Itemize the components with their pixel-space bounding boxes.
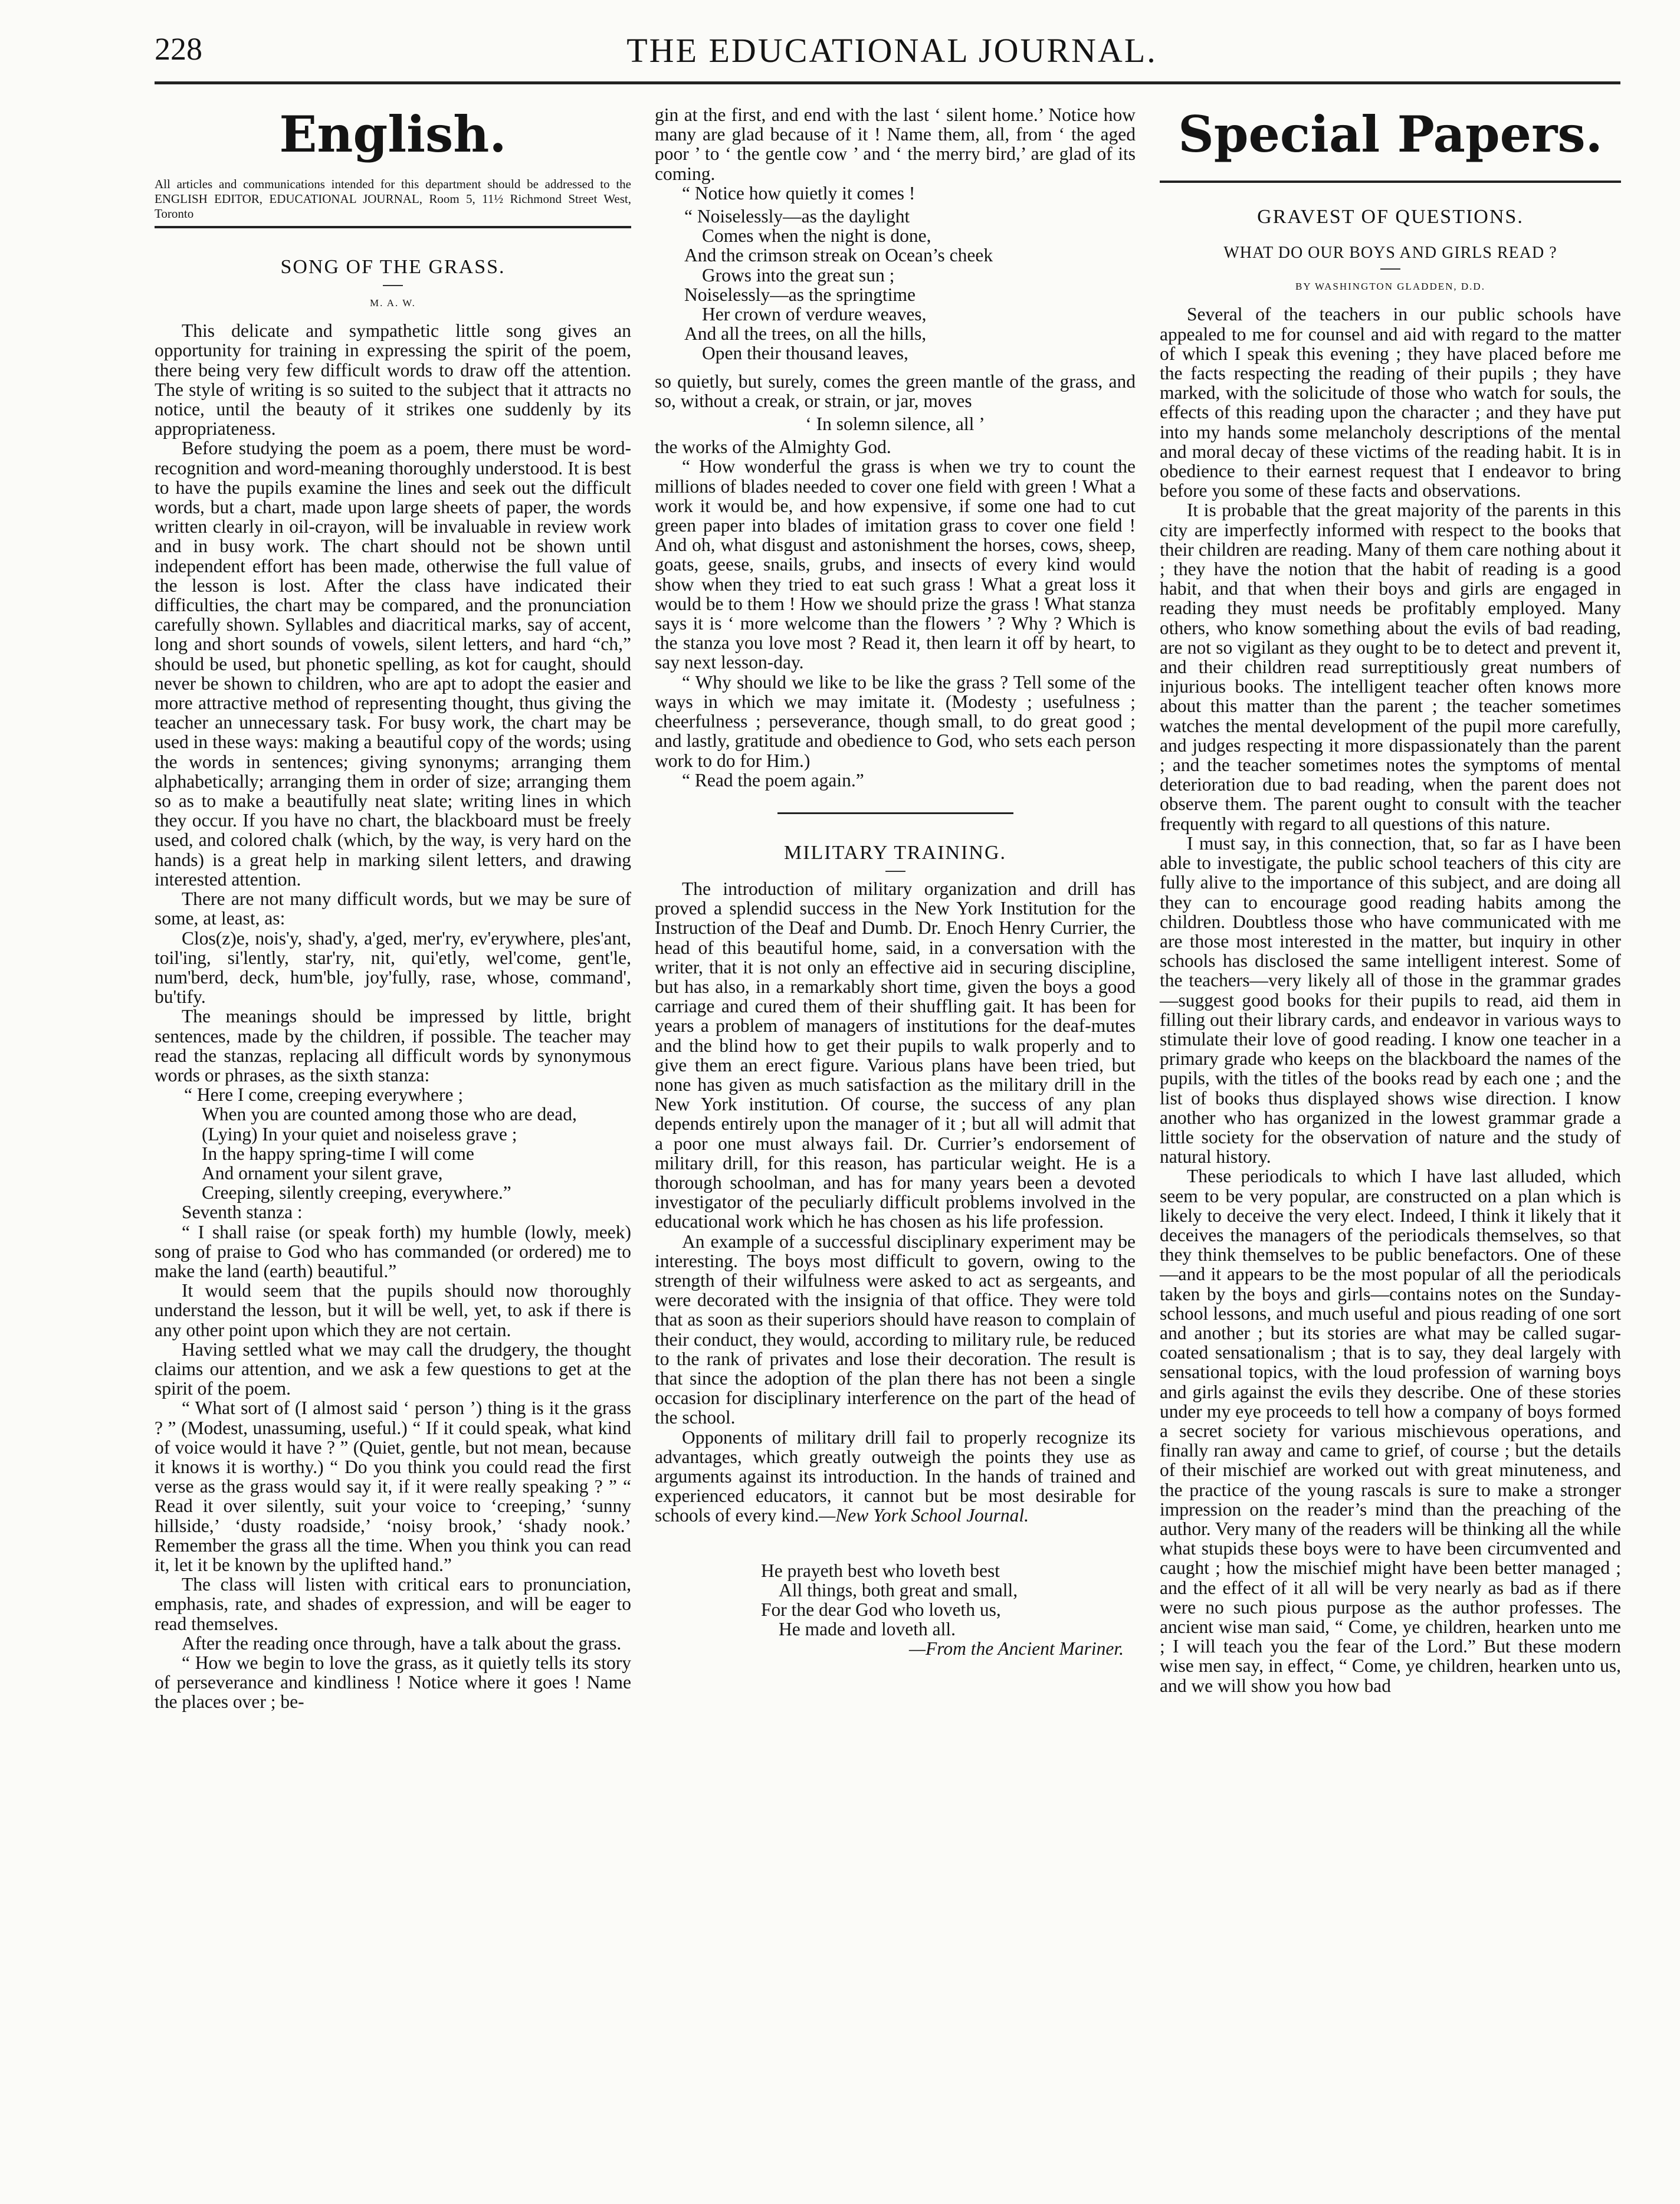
verse-line: Creeping, silently creeping, everywhere.” [202, 1182, 511, 1203]
page-number: 228 [155, 31, 202, 67]
journal-title: THE EDUCATIONAL JOURNAL. [626, 31, 1157, 70]
paragraph: “ How wonderful the grass is when we try to count the millions of blades needed to cover one field with green ! What a work it would be, and how expensive, if some one had to cut green paper into blades of imitation grass to cover one field ! And oh, what disgust and astonishment the horses, cows, sheep, goats, geese, snails, grubs, and insects of every kind would show when they tried to eat such grass ! What a great loss it would be to them ! How we should prize the grass ! What stanza says it is ‘ more welcome than the flowers ’ ? Why ? Which is the stanza you love most ? Read it, then learn it off by heart, to say next lesson-day. [655, 456, 1136, 673]
noiselessly-verse [655, 206, 1136, 363]
title-dash [383, 285, 403, 286]
paragraph: “ What sort of (I almost said ‘ person ’) thing is it the grass ? ” (Modest, unassuming, useful.) “ If it could speak, what kind of voice would it have ? ” (Quiet, gentle, but not mean, because it knows it is worthy.) “ Do you think you could read the first verse as the grass would say it, if it were really speaking ? ” “ Read it over silently, suit your voice to ‘creeping,’ ‘sunny hillside,’ ‘dusty roadside,’ ‘noisy brook,’ ‘shady nook.’ Remember the grass all the time. When you think you can read it, let it be known by the uplifted hand.” [155, 1398, 631, 1575]
paragraph: “ Read the poem again.” [682, 769, 864, 791]
header-rule [155, 81, 1620, 84]
page-header [155, 31, 1629, 78]
paragraph: “ How we begin to love the grass, as it quietly tells its story of perseverance and kindliness ! Notice where it goes ! Name the places over ; be- [155, 1652, 631, 1713]
title-dash [1380, 268, 1400, 270]
article-title: GRAVEST OF QUESTIONS. [1257, 206, 1524, 228]
paragraph: the works of the Almighty God. [655, 437, 891, 458]
poem-line: He prayeth best who loveth best [761, 1560, 1000, 1581]
english-heading: English. [279, 105, 507, 163]
closing-poem [655, 1561, 1136, 1659]
verse-line: In the happy spring-time I will come [202, 1143, 474, 1164]
paragraph-text: Opponents of military drill fail to properly recognize its advantages, which greatly outweigh the points they use as arguments against its introduction. In the hands of trained and experienced educators, it cannot but be most desirable for schools of every kind. [655, 1426, 1136, 1526]
verse-line: And all the trees, on all the hills, [684, 323, 927, 345]
paragraph: This delicate and sympathetic little song gives an opportunity for training in expressing the spirit of the poem, there being very few difficult words to draw off the attention. The style of writing is so suited to the subject that it attracts no notice, until the beauty of it strikes one suddenly by its appropriateness. [155, 320, 631, 440]
paragraph: Having settled what we may call the drudgery, the thought claims our attention, and we ask a few questions to get at the spirit of the poem. [155, 1339, 631, 1399]
paragraph [655, 1428, 1136, 1526]
paragraph: These periodicals to which I have last alluded, which seem to be very popular, are constructed on a plan which is likely to deceive the very elect. Indeed, I think it likely that it deceives the managers of the periodicals themselves, so that they think themselves to be public benefactors. One of these—and it appears to be the most popular of all the periodicals taken by the boys and girls—contains notes on the Sunday-school lessons, and much useful and pious reading of one sort and another ; but its stories are what may be called sugar-coated sensationalism ; that is to say, they deal largely with sensational topics, with the loud profession of warning boys and girls against the evils they describe. One of these stories under my eye proceeds to tell how a company of boys formed a secret society for various mischievous operations, and finally ran away and came to grief, of course ; but the details of their mischief are worked out with great minuteness, and the practice of the young rascals is sure to make a stronger impression on the reader’s mind than the preaching of the author. Very many of the readers will be thinking all the while what stupids these boys were to have been circumvented and caught ; how the mischief might have been better managed ; and the effect of it all will be very nearly as bad as if there were no such pious purpose as the author professes. The ancient wise man said, “ Come, ye children, hearken unto me ; I will teach you the fear of the Lord.” But these modern wise men say, in effect, “ Come, ye children, hearken unto us, and we will show you how bad [1160, 1166, 1621, 1696]
paragraph: gin at the first, and end with the last ‘ silent home.’ Notice how many are glad because of it ! Name them, all, from ‘ the aged poor ’ to ‘ the gentle cow ’ and ‘ the merry bird,’ are glad of its coming. [655, 104, 1136, 184]
poem-line: For the dear God who loveth us, [761, 1599, 1001, 1621]
editor-note: All articles and communications intended for this department should be addressed to the ENGLISH EDITOR, EDUCATIONAL JOURNAL, Room 5, 11½ Richmond Street West, Toronto [155, 177, 631, 221]
paragraph: “ Why should we like to be like the grass ? Tell some of the ways in which we may imitate it. (Modesty ; usefulness ; cheerfulness ; perseverance, though small, to do great good ; and lastly, gratitude and obedience to God, who sets each person work to do for Him.) [655, 671, 1136, 771]
paragraph: Before studying the poem as a poem, there must be word-recognition and word-meaning thoroughly understood. It is best to have the pupils examine the lines and seek out the difficult words, but a chart, made upon large sheets of paper, the words written clearly in oil-crayon, will be invaluable in review work and in busy work. The chart should not be shown until independent effort has been made, otherwise the full value of the lesson is lost. After the class have indicated their difficulties, the chart may be compared, and the pronunciation carefully shown. Syllables and diacritical marks, say of accent, long and short sounds of vowels, silent letters, and hard “ch,” should be used, but phonetic spelling, as kot for caught, should never be shown to children, who are apt to adopt the easier and more attractive method of representing thought, thus giving the teacher an unnecessary task. For busy work, the chart may be used in these ways: making a beautiful copy of the words; using the words in sentences; giving synonyms; arranging them alphabetically; arranging them in order of size; arranging them so as to make a beautifully neat slate; writing lines in which they occur. If you have no chart, the blackboard must be freely used, and colored chalk (which, by the way, is very hard on the hands) is a great help in marking silent letters, and drawing interested attention. [155, 438, 631, 890]
poem-line: He made and loveth all. [779, 1619, 956, 1640]
paragraph: It is probable that the great majority of the parents in this city are imperfectly informed with respect to the books that their children are reading. Many of them care nothing about it ; they have the notion that the habit of reading is a good habit, and that when their boys and girls are engaged in reading they must needs be profitably employed. Many others, who know something about the evils of bad reading, are not so vigilant as they ought to be to detect and prevent it, and their children read surreptitiously great numbers of injurious books. The intelligent teacher often knows more about this matter than the parent ; the teacher sometimes watches the mental development of the pupil more carefully, and judges respecting it more dispassionately than the parent ; and the teacher sometimes notes the symptoms of mental deterioration due to bad reading, when the parent does not observe them. The parent ought to consult with the teacher frequently with regard to all questions of this nature. [1160, 500, 1621, 834]
paragraph: After the reading once through, have a talk about the grass. [182, 1632, 622, 1654]
paragraph: I must say, in this connection, that, so far as I have been able to investigate, the public school teachers of this city are fully alive to the importance of this subject, and are doing all they can to encourage good reading habits among the children. Doubtless those who have communicated with me are those most interested in the matter, but inquiry in other schools has disclosed the same intelligent interest. Some of the teachers—very likely all of those in the grammar grades—suggest good books for their pupils to read, aid them in filling out their library cards, and endeavor in various ways to stimulate their love of good reading. I know one teacher in a primary grade who keeps on the blackboard the names of the pupils, with the titles of the books read by each one ; and the list of books thus displayed shows wise direction. I know another who has organized in the lowest grammar grade a little society for the observation of nature and the study of natural history. [1160, 832, 1621, 1167]
section-rule [155, 226, 631, 228]
verse-line: Her crown of verdure weaves, [702, 304, 927, 325]
verse-line: Open their thousand leaves, [702, 343, 908, 364]
verse-line: And ornament your silent grave, [202, 1162, 443, 1183]
paragraph: There are not many difficult words, but we may be sure of some, at least, as: [155, 888, 631, 929]
stanza-six [155, 1085, 631, 1202]
paragraph: “ Notice how quietly it comes ! [682, 182, 916, 204]
english-column [155, 105, 631, 1712]
verse-line: And the crimson streak on Ocean’s cheek [684, 245, 993, 266]
paragraph: “ I shall raise (or speak forth) my humble (lowly, meek) song of praise to God who has commanded (or ordered) me to make the land (earth) beautiful.” [155, 1221, 631, 1281]
paragraph: It would seem that the pupils should now thoroughly understand the lesson, but it will be well, yet, to ask if there is any other point upon which they are not certain. [155, 1280, 631, 1340]
paragraph: Seventh stanza : [182, 1202, 303, 1223]
title-dash [885, 871, 905, 872]
paragraph: Clos(z)e, nois'y, shad'y, a'ged, mer'ry, ev'erywhere, ples'ant, toil'ing, si'lently, star'ry, nit, qui'etly, wel'come, gent'le, num'berd, deck, hum'ble, joy'fully, rase, whose, command', bu'tify. [155, 927, 631, 1008]
verse-line: Comes when the night is done, [702, 225, 931, 247]
poem-attribution: —From the Ancient Mariner. [909, 1638, 1124, 1659]
paragraph: An example of a successful disciplinary experiment may be interesting. The boys most difficult to govern, owing to the strength of their wilfulness were asked to act as sergeants, and were decorated with the insignia of that office. They were told that as soon as their superiors should have reason to complain of their conduct, they would, according to military rule, be reduced to the rank of privates and lose their decoration. The result is that since the adoption of the plan there has not been a single occasion for disciplinary interference on the part of the head of the school. [655, 1231, 1136, 1428]
section-divider [777, 812, 1013, 814]
verse-line: (Lying) In your quiet and noiseless grave ; [202, 1123, 517, 1144]
article-subtitle: WHAT DO OUR BOYS AND GIRLS READ ? [1223, 244, 1557, 262]
paragraph: so quietly, but surely, comes the green mantle of the grass, and so, without a creak, or strain, or jar, moves [655, 370, 1136, 411]
verse-line: Noiselessly—as the springtime [684, 284, 916, 305]
verse-line: When you are counted among those who are dead, [202, 1104, 577, 1125]
verse-line: “ Noiselessly—as the daylight [684, 206, 910, 227]
byline: BY WASHINGTON GLADDEN, D.D. [1295, 281, 1485, 293]
verse-line: “ Here I come, creeping everywhere ; [184, 1084, 464, 1106]
article-title: SONG OF THE GRASS. [280, 256, 506, 278]
quoted-line: ‘ In solemn silence, all ’ [805, 414, 985, 435]
source-credit: —New York School Journal. [819, 1505, 1029, 1526]
section-rule [1160, 181, 1621, 183]
paragraph: The meanings should be impressed by little, bright sentences, made by the children, if possible. The teacher may read the stanzas, replacing all difficult words by synonymous words or phrases, as the sixth stanza: [155, 1006, 631, 1085]
poem-line: All things, both great and small, [779, 1579, 1018, 1600]
military-title: MILITARY TRAINING. [783, 841, 1007, 864]
paragraph: The class will listen with critical ears to pronunciation, emphasis, rate, and shades of expression, and will be eager to read themselves. [155, 1574, 631, 1634]
paragraph: Several of the teachers in our public schools have appealed to me for counsel and aid with regard to the matter of which I speak this evening ; they have placed before me the facts respecting the reading of their pupils ; they have marked, with the solicitude of those who watch for souls, the effects of this reading upon the character ; and they have put into my hands some melancholy descriptions of the mental and moral decay of these victims of the reading habit. It is in obedience to their earnest request that I endeavor to bring before you some of these facts and observations. [1160, 304, 1621, 501]
special-papers-heading: Special Papers. [1178, 105, 1603, 163]
paragraph: The introduction of military organization and drill has proved a splendid success in the New York Institution for the Instruction of the Deaf and Dumb. Dr. Enoch Henry Currier, the head of this beautiful home, said, in a conversation with the writer, that it is not only an effective aid in securing discipline, but has also, in a remarkably short time, given the boys a good carriage and cured them of their shuffling gait. It has been for years a problem of managers of institutions for the deaf-mutes and the blind how to get their pupils to walk properly and to give them an erect figure. Various plans have been tried, but none has given as much satisfaction as the military drill in the New York institution. Of course, the success of any plan depends entirely upon the manager of it ; but all will admit that a poor one must always fail. Dr. Currier’s endorsement of military drill, for this reason, has particular weight. He is a thorough schoolman, and has for many years been a devoted investigator of the peculiarly difficult problems involved in the educational work which he has chosen as his life profession. [655, 878, 1136, 1232]
byline: M. A. W. [370, 297, 416, 309]
middle-column [655, 105, 1136, 1659]
special-papers-column [1160, 105, 1621, 1695]
verse-line: Grows into the great sun ; [702, 264, 895, 286]
